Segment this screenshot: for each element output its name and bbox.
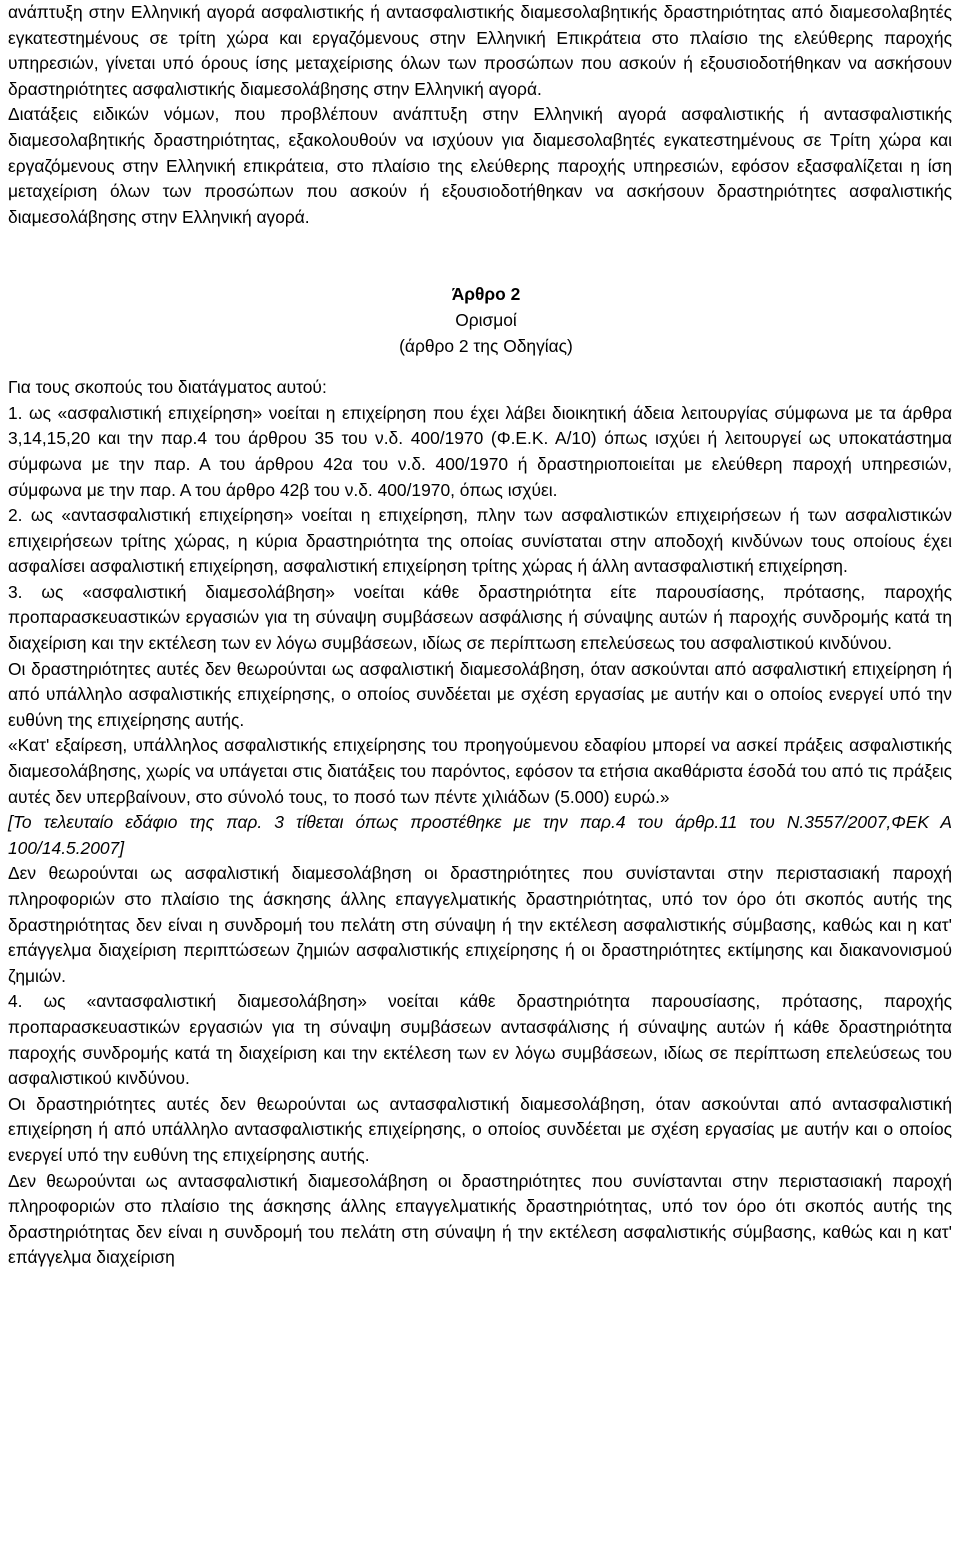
article-reference: (άρθρο 2 της Οδηγίας) [399,335,573,356]
body-paragraph: Δεν θεωρούνται ως αντασφαλιστική διαμεσολάβηση οι δραστηριότητες που συνίστανται στην περιστασιακή παροχή πληροφοριών στο πλαίσιο της άσκησης άλλης επαγγελματικής δραστηριότητας, υπό τον όρο ότι σκοπός αυτής της δραστηριότητας δεν είναι η συνδρομή του πελάτη στη σύναψη ή την εκτέλεση ασφαλιστικής σύμβασης, καθώς και η κατ' επάγγελμα διαχείριση [8,1170,952,1268]
definition-paragraph: 2. ως «αντασφαλιστική επιχείρηση» νοείται η επιχείρηση, πλην των ασφαλιστικών επιχειρήσεων ή των ασφαλιστικών επιχειρήσεων τρίτης χώρας, η κύρια δραστηριότητα της οποίας συνίσταται στην αποδοχή κινδύνων τους οποίους έχει ασφαλίσει ασφαλιστική επιχείρηση, ασφαλιστική επιχείρηση τρίτης χώρας ή άλλη αντασφαλιστική επιχείρηση. [8,505,952,577]
spacer [8,359,952,375]
body-paragraph: Οι δραστηριότητες αυτές δεν θεωρούνται ως αντασφαλιστική διαμεσολάβηση, όταν ασκούνται από αντασφαλιστική επιχείρηση ή από υπάλληλο αντασφαλιστικής επιχείρησης, ο οποίος συνδέεται με σχέση εργασίας με αυτήν και ο οποίος ενεργεί υπό την ευθύνη της επιχείρησης αυτής. [8,1093,952,1165]
document-page [8,0,952,1271]
article-title: Ορισμοί [455,309,517,330]
definition-paragraph: 3. ως «ασφαλιστική διαμεσολάβηση» νοείται κάθε δραστηριότητα είτε παρουσίασης, πρότασης, παροχής προπαρασκευαστικών εργασιών για τη σύναψη συμβάσεων ασφάλισης ή σύναψης αυτών ή παροχής συνδρομής κατά τη διαχείριση και την εκτέλεση των εν λόγω συμβάσεων, ιδίως σε περίπτωση επελεύσεως του ασφαλιστικού κινδύνου. [8,581,952,654]
intro-paragraph: ανάπτυξη στην Ελληνική αγορά ασφαλιστικής ή αντασφαλιστικής διαμεσολαβητικής δραστηριότητας από διαμεσολαβητές εγκατεστημένους σε τρίτη χώρα και εργαζόμενους στην Ελληνική Επικράτεια στο πλαίσιο της ελεύθερης παροχής υπηρεσιών, γίνεται υπό όρους ίσης μεταχείρισης όλων των προσώπων που ασκούν ή εξουσιοδοτήθηκαν να ασκήσουν δραστηριότητες ασφαλιστικής διαμεσολάβησης στην Ελληνική αγορά. [8,2,952,99]
article-heading [8,282,952,359]
body-paragraph: «Κατ' εξαίρεση, υπάλληλος ασφαλιστικής επιχείρησης του προηγούμενου εδαφίου μπορεί να ασκεί πράξεις ασφαλιστικής διαμεσολάβησης, χωρίς να υπάγεται στις διατάξεις του παρόντος, εφόσον τα ετήσια ακαθάριστα έσοδά του από τις πράξεις αυτές δεν υπερβαίνουν, στο σύνολό τους, το ποσό των πέντε χιλιάδων (5.000) ευρώ.» [8,735,952,807]
definition-paragraph: 1. ως «ασφαλιστική επιχείρηση» νοείται η επιχείρηση που έχει λάβει διοικητική άδεια λειτουργίας σύμφωνα με τα άρθρα 3,14,15,20 και την παρ.4 του άρθρου 35 του ν.δ. 400/1970 (Φ.Ε.Κ. Α/10) όπως ισχύει ή λειτουργεί ως υποκατάστημα σύμφωνα με την παρ. Α του άρθρου 42α του ν.δ. 400/1970 ή δραστηριοποιείται με ελεύθερη παροχή υπηρεσιών, σύμφωνα με την παρ. Α του άρθρο 42β του ν.δ. 400/1970, όπως ισχύει. [8,402,952,500]
article-number: Άρθρο 2 [451,284,521,305]
body-paragraph: Δεν θεωρούνται ως ασφαλιστική διαμεσολάβηση οι δραστηριότητες που συνίστανται στην περιστασιακή παροχή πληροφοριών στο πλαίσιο της άσκησης άλλης επαγγελματικής δραστηριότητας, υπό τον όρο ότι σκοπός αυτής της δραστηριότητας δεν είναι η συνδρομή του πελάτη στη σύναψη ή την εκτέλεση ασφαλιστικής σύμβασης, καθώς και η κατ' επάγγελμα διαχείριση περιπτώσεων ζημιών ασφαλιστικής επιχείρησης ή οι δραστηριότητες εκτίμησης και διακανονισμού ζημιών. [8,863,952,986]
intro-paragraph: Διατάξεις ειδικών νόμων, που προβλέπουν ανάπτυξη στην Ελληνική αγορά ασφαλιστικής ή αντασφαλιστικής διαμεσολαβητικής δραστηριότητας, εξακολουθούν να ισχύουν για διαμεσολαβητές εγκατεστημένους σε Τρίτη χώρα και εργαζόμενους στην Ελληνική επικράτεια, στο πλαίσιο της ελεύθερης παροχής υπηρεσιών, εφόσον εξασφαλίζεται η ίση μεταχείριση όλων των προσώπων που ασκούν ή εξουσιοδοτήθηκαν να ασκήσουν δραστηριότητες ασφαλιστικής διαμεσολάβησης στην Ελληνική αγορά. [8,104,952,227]
body-paragraph: Οι δραστηριότητες αυτές δεν θεωρούνται ως ασφαλιστική διαμεσολάβηση, όταν ασκούνται από ασφαλιστική επιχείρηση ή από υπάλληλο ασφαλιστικής επιχείρησης, ο οποίος συνδέεται με σχέση εργασίας με αυτήν και ο οποίος ενεργεί υπό την ευθύνη της επιχείρησης αυτής. [8,658,952,730]
body-paragraph: Για τους σκοπούς του διατάγματος αυτού: [8,377,327,398]
spacer [8,230,952,282]
amendment-note: [Το τελευταίο εδάφιο της παρ. 3 τίθεται όπως προστέθηκε με την παρ.4 του άρθρ.11 του Ν.3557/2007,ΦΕΚ Α 100/14.5.2007] [8,812,952,858]
definition-paragraph: 4. ως «αντασφαλιστική διαμεσολάβηση» νοείται κάθε δραστηριότητα παρουσίασης, πρότασης, παροχής προπαρασκευαστικών εργασιών για τη σύναψη συμβάσεων αντασφάλισης ή σύναψης αυτών ή κάθε δραστηριότητα παροχής συνδρομής κατά τη διαχείριση και την εκτέλεση των εν λόγω συμβάσεων, ιδίως σε περίπτωση επελεύσεως του ασφαλιστικού κινδύνου. [8,991,952,1089]
